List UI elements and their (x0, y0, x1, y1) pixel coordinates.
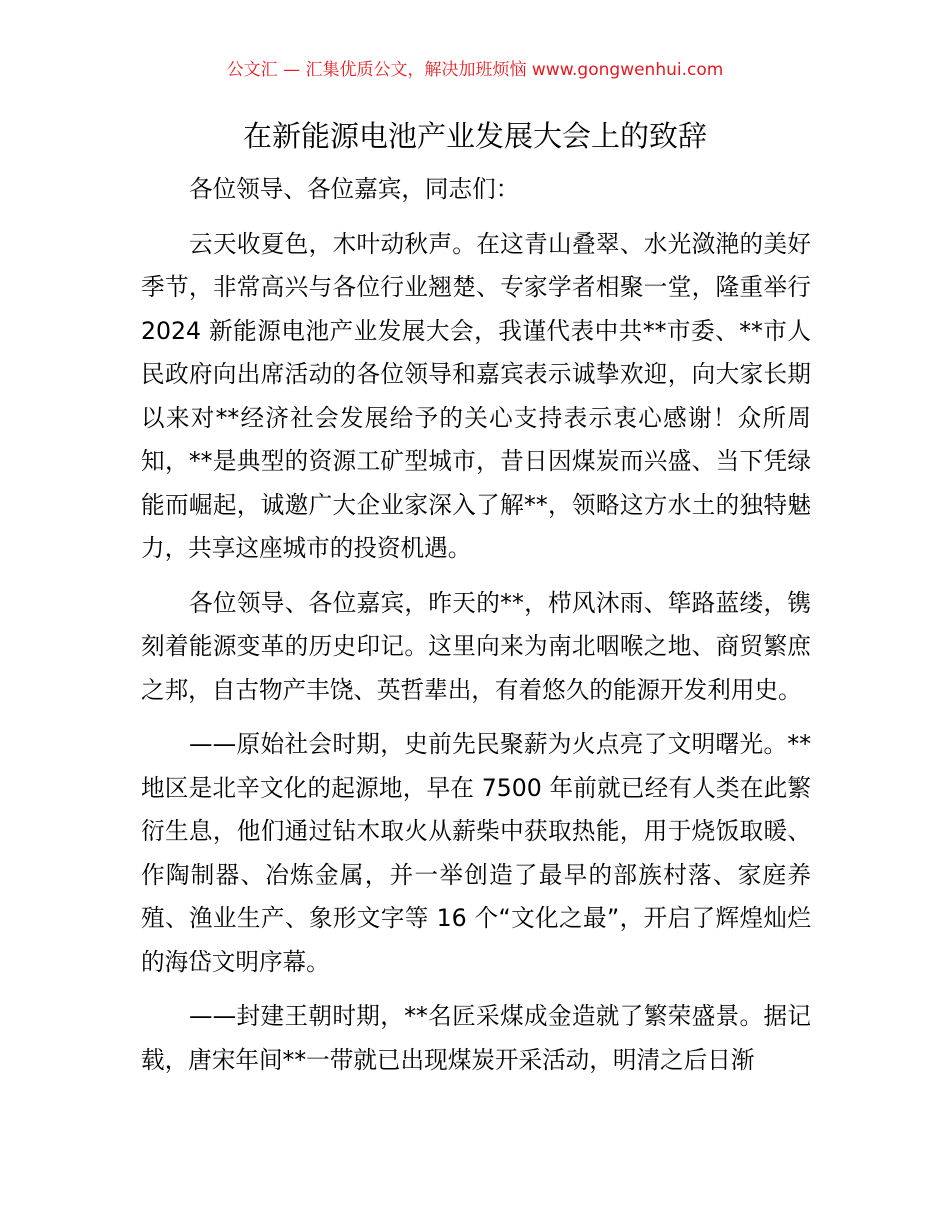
paragraph-opening: 云天收夏色，木叶动秋声。在这青山叠翠、水光潋滟的美好季节，非常高兴与各位行业翘楚、专家学者相聚一堂，隆重举行 2024 新能源电池产业发展大会，我谨代表中共**市委、**市人民政府向出席活动的各位领导和嘉宾表示诚挚欢迎，向大家长期以来对**经济社会发展给予的关心支持表示衷心感谢！众所周知，**是典型的资源工矿型城市，昔日因煤炭而兴盛、当下凭绿能而崛起，诚邀广大企业家深入了解**，领略这方水土的独特魅力，共享这座城市的投资机遇。 (141, 229, 811, 562)
salutation: 各位领导、各位嘉宾，同志们： (189, 175, 520, 203)
site-watermark: 公文汇 — 汇集优质公文，解决加班烦恼 www.gongwenhui.com (226, 60, 724, 80)
paragraph-primitive-era: ——原始社会时期，史前先民聚薪为火点亮了文明曙光。**地区是北辛文化的起源地，早在 7500 年前就已经有人类在此繁衍生息，他们通过钻木取火从薪柴中获取热能，用于烧饭取暖、作陶制器、冶炼金属，并一举创造了最早的部族村落、家庭养殖、渔业生产、象形文字等 16 个“文化之最”，开启了辉煌灿烂的海岱文明序幕。 (141, 730, 811, 976)
document-body (141, 168, 811, 1093)
page-title: 在新能源电池产业发展大会上的致辞 (242, 119, 707, 153)
paragraph-feudal-era: ——封建王朝时期，**名匠采煤成金造就了繁荣盛景。据记载，唐宋年间**一带就已出现煤炭开采活动，明清之后日渐 (141, 1002, 811, 1074)
paragraph-history-intro: 各位领导、各位嘉宾，昨天的**，栉风沐雨、筚路蓝缕，镌刻着能源变革的历史印记。这里向来为南北咽喉之地、商贸繁庶之邦，自古物产丰饶、英哲辈出，有着悠久的能源开发利用史。 (141, 588, 811, 704)
